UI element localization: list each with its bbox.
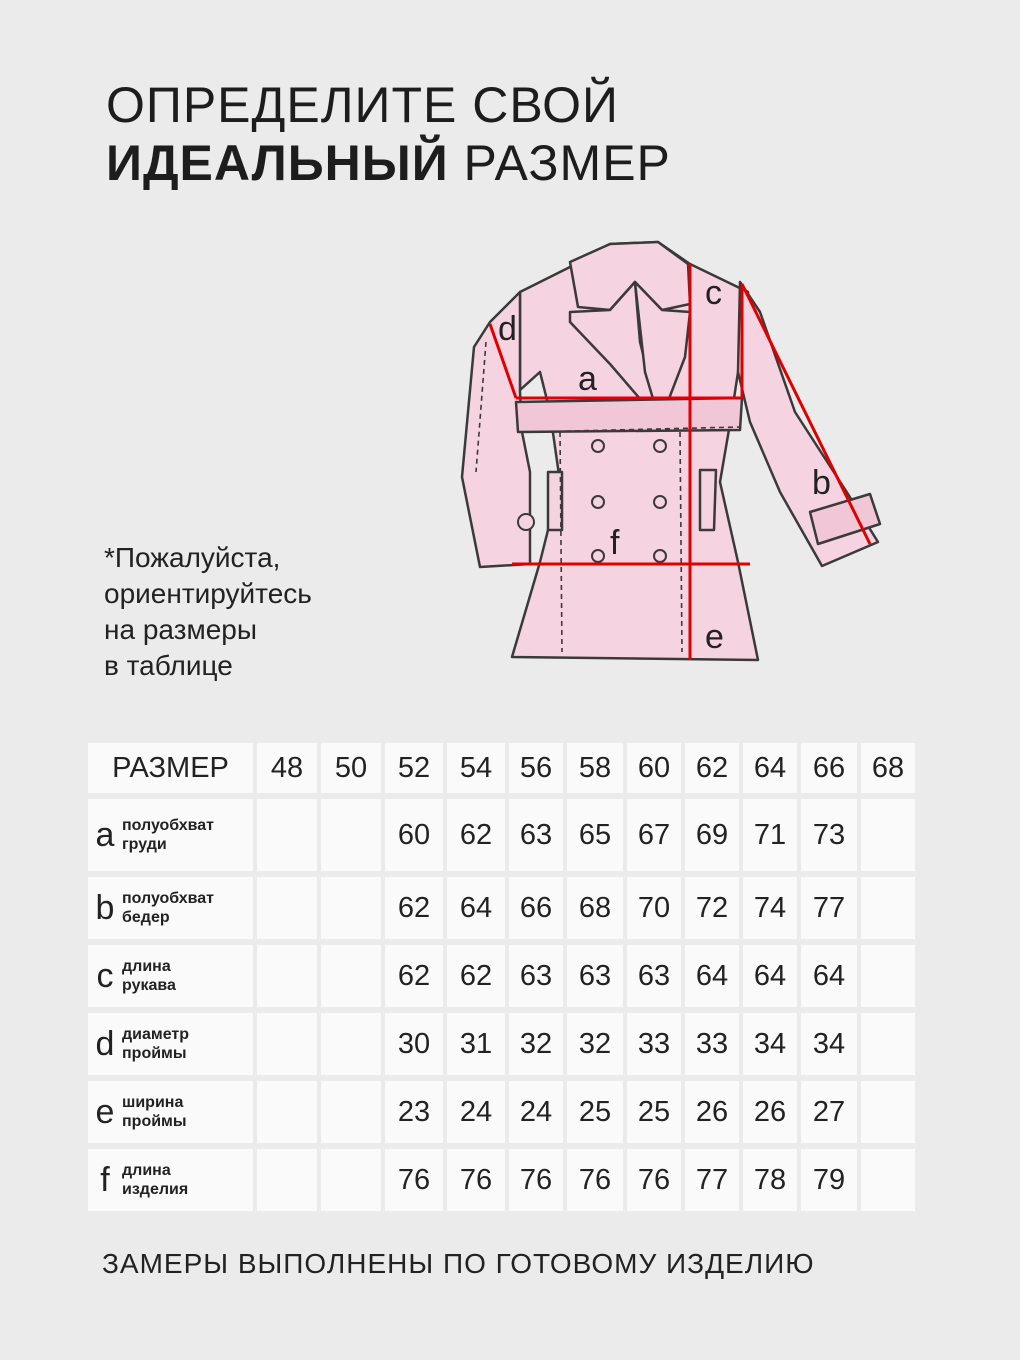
measure-value-cell [861, 877, 915, 939]
measure-value-cell: 76 [385, 1149, 443, 1211]
measure-value-cell: 67 [627, 799, 681, 871]
coat-button [518, 514, 534, 530]
diagram-label-c: c [705, 274, 722, 312]
diagram-label-b: b [812, 464, 831, 502]
measure-value-cell: 32 [567, 1013, 623, 1075]
note-line: ориентируйтесь [104, 578, 312, 609]
measure-value-cell: 70 [627, 877, 681, 939]
measure-value-cell: 76 [627, 1149, 681, 1211]
coat-button [654, 496, 666, 508]
measure-value-cell: 77 [685, 1149, 739, 1211]
measure-value-cell: 34 [801, 1013, 857, 1075]
measure-value-cell: 64 [801, 945, 857, 1007]
measure-value-cell: 64 [685, 945, 739, 1007]
note-line: *Пожалуйста, [104, 542, 281, 573]
measure-value-cell [321, 799, 381, 871]
measure-value-cell [321, 1013, 381, 1075]
measure-row-label [88, 799, 253, 871]
measure-description: длина изделия [122, 1162, 189, 1198]
measure-value-cell [861, 799, 915, 871]
size-header-cell: 50 [321, 743, 381, 793]
page-title [106, 76, 671, 192]
title-bold: ИДЕАЛЬНЫЙ [106, 135, 449, 191]
title-line-2 [106, 134, 671, 192]
measure-value-cell: 63 [567, 945, 623, 1007]
measure-value-cell: 24 [447, 1081, 505, 1143]
measure-value-cell [257, 945, 317, 1007]
measure-letter: b [95, 889, 115, 927]
measure-row-label [88, 877, 253, 939]
measure-row-label [88, 1013, 253, 1075]
measure-value-cell: 73 [801, 799, 857, 871]
size-header-cell: 60 [627, 743, 681, 793]
measure-value-cell [321, 945, 381, 1007]
measure-row-label [88, 1081, 253, 1143]
measure-value-cell [861, 1149, 915, 1211]
measure-value-cell [861, 945, 915, 1007]
measure-value-cell [321, 1081, 381, 1143]
measure-value-cell: 74 [743, 877, 797, 939]
size-header-cell: 48 [257, 743, 317, 793]
coat-pocket [700, 470, 716, 530]
measure-value-cell: 63 [509, 799, 563, 871]
measure-value-cell: 76 [509, 1149, 563, 1211]
measure-value-cell: 76 [447, 1149, 505, 1211]
measure-value-cell: 30 [385, 1013, 443, 1075]
measure-value-cell: 79 [801, 1149, 857, 1211]
coat-belt [516, 398, 742, 432]
measure-description: полуобхват бедер [122, 890, 215, 926]
measure-value-cell: 62 [385, 877, 443, 939]
measure-value-cell: 24 [509, 1081, 563, 1143]
measure-letter: c [96, 957, 114, 995]
coat-button [654, 440, 666, 452]
measure-value-cell [257, 799, 317, 871]
note-line: в таблице [104, 650, 233, 681]
size-header-cell: 56 [509, 743, 563, 793]
size-header-cell: 66 [801, 743, 857, 793]
diagram-label-a: a [578, 360, 597, 398]
measure-value-cell: 65 [567, 799, 623, 871]
title-rest: РАЗМЕР [448, 135, 671, 191]
measure-value-cell: 62 [385, 945, 443, 1007]
diagram-label-e: e [705, 618, 724, 656]
measure-value-cell [257, 1149, 317, 1211]
measure-value-cell: 31 [447, 1013, 505, 1075]
measure-description: длина рукава [122, 958, 176, 994]
coat-button [592, 440, 604, 452]
coat-button [592, 550, 604, 562]
measure-letter: d [95, 1025, 115, 1063]
measure-letter: a [95, 816, 115, 854]
measure-value-cell: 68 [567, 877, 623, 939]
measure-value-cell: 63 [627, 945, 681, 1007]
diagram-label-f: f [610, 524, 620, 562]
measure-value-cell: 23 [385, 1081, 443, 1143]
coat-button [654, 550, 666, 562]
measure-value-cell [257, 1081, 317, 1143]
measure-description: полуобхват груди [122, 817, 215, 853]
coat-diagram [450, 232, 910, 672]
measure-row-label [88, 1149, 253, 1211]
measure-description: диаметр проймы [122, 1026, 190, 1062]
size-note [104, 540, 312, 684]
measure-value-cell: 34 [743, 1013, 797, 1075]
note-line: на размеры [104, 614, 258, 645]
size-header-cell: 64 [743, 743, 797, 793]
title-line-1: ОПРЕДЕЛИТЕ СВОЙ [106, 77, 619, 133]
measure-value-cell [257, 877, 317, 939]
measure-value-cell: 27 [801, 1081, 857, 1143]
measure-value-cell: 77 [801, 877, 857, 939]
measure-value-cell [861, 1013, 915, 1075]
measure-value-cell: 33 [685, 1013, 739, 1075]
measure-value-cell [321, 1149, 381, 1211]
diagram-label-d: d [498, 310, 517, 348]
measure-value-cell: 25 [627, 1081, 681, 1143]
measure-value-cell: 71 [743, 799, 797, 871]
measure-value-cell: 69 [685, 799, 739, 871]
measure-value-cell: 26 [685, 1081, 739, 1143]
measure-value-cell: 26 [743, 1081, 797, 1143]
measure-value-cell: 60 [385, 799, 443, 871]
size-header-cell: 68 [861, 743, 915, 793]
measure-value-cell [861, 1081, 915, 1143]
measure-row-label [88, 945, 253, 1007]
measure-value-cell [257, 1013, 317, 1075]
measure-value-cell: 64 [743, 945, 797, 1007]
size-header-cell: 58 [567, 743, 623, 793]
measure-value-cell: 76 [567, 1149, 623, 1211]
size-header-label: РАЗМЕР [88, 743, 253, 793]
measure-value-cell: 62 [447, 799, 505, 871]
size-header-cell: 62 [685, 743, 739, 793]
measure-value-cell: 64 [447, 877, 505, 939]
size-header-cell: 54 [447, 743, 505, 793]
measure-value-cell: 32 [509, 1013, 563, 1075]
measure-value-cell: 25 [567, 1081, 623, 1143]
measure-value-cell: 66 [509, 877, 563, 939]
coat-button [592, 496, 604, 508]
measure-value-cell: 63 [509, 945, 563, 1007]
measure-letter: f [100, 1161, 110, 1199]
measure-letter: e [95, 1093, 115, 1131]
size-header-cell: 52 [385, 743, 443, 793]
footer-note: ЗАМЕРЫ ВЫПОЛНЕНЫ ПО ГОТОВОМУ ИЗДЕЛИЮ [102, 1248, 815, 1279]
measure-description: ширина проймы [122, 1094, 187, 1130]
measure-value-cell [321, 877, 381, 939]
measure-value-cell: 62 [447, 945, 505, 1007]
measure-value-cell: 72 [685, 877, 739, 939]
measure-value-cell: 78 [743, 1149, 797, 1211]
measure-value-cell: 33 [627, 1013, 681, 1075]
